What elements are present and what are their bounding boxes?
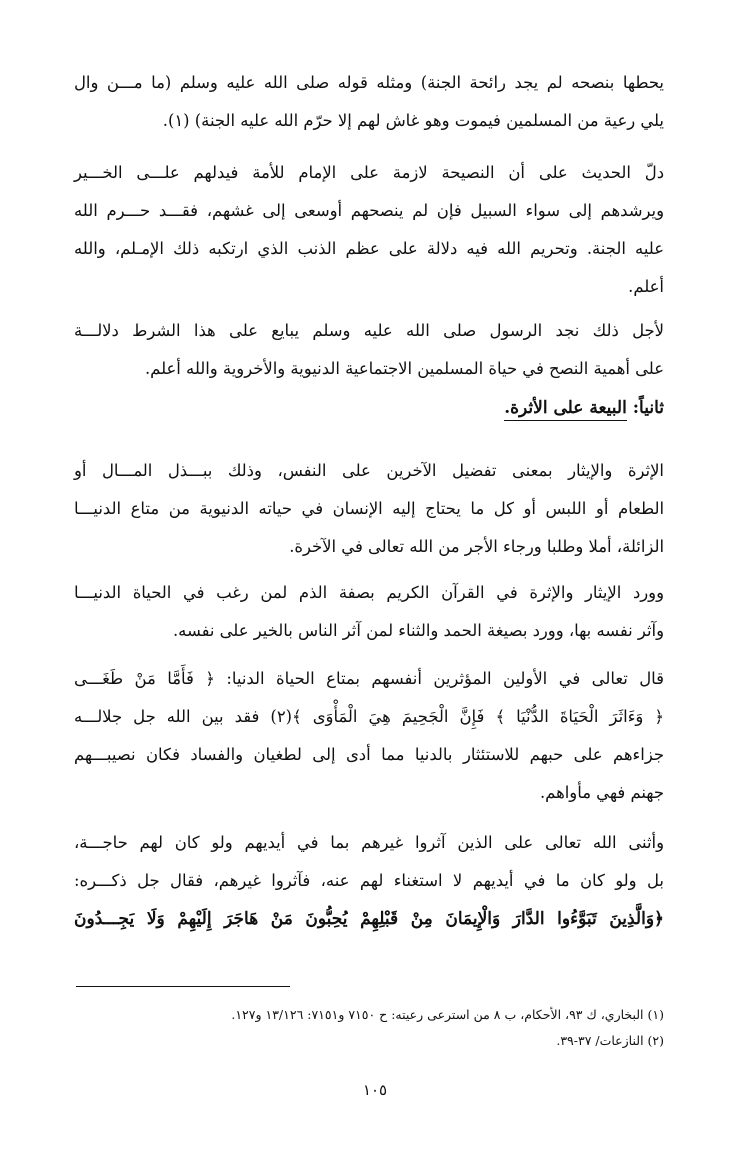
text-line: يحطها بنصحه لم يجد رائحة الجنة) ومثله قوله صلى الله عليه وسلم (ما مـــن وال xyxy=(74,73,664,92)
paragraph-quran-verse-1 xyxy=(74,660,664,812)
paragraph-ithar-definition xyxy=(74,452,664,566)
section-heading xyxy=(504,398,664,418)
text-line: دلّ الحديث على أن النصيحة لازمة على الإمام للأمة فيدلهم علـــى الخـــير xyxy=(74,163,664,182)
heading-title: البيعة على الأثرة. xyxy=(504,398,627,421)
text-line: جهنم فهي مأواهم. xyxy=(539,783,664,802)
text-line: ويرشدهم إلى سواء السبيل فإن لم ينصحهم أوسعى إلى غشهم، فقـــد حـــرم الله xyxy=(74,201,664,220)
page-number: ١٠٥ xyxy=(362,1081,388,1099)
text-line: جزاءهم على حبهم للاستئثار بالدنيا مما أدى إلى لطغيان والفساد فكان نصيبـــهم xyxy=(74,745,664,764)
text-line: على أهمية النصح في حياة المسلمين الاجتماعية الدنيوية والأخروية والله أعلم. xyxy=(144,359,664,378)
text-line: وأثنى الله تعالى على الذين آثروا غيرهم بما في أيديهم ولو كان لهم حاجـــة، xyxy=(74,833,664,852)
text-line: الإثرة والإيثار بمعنى تفضيل الآخرين على النفس، وذلك ببـــذل المـــال أو xyxy=(74,461,664,480)
paragraph-quran-verse-2 xyxy=(74,824,664,938)
text-line: الزائلة، أملا وطلبا ورجاء الأجر من الله تعالى في الآخرة. xyxy=(289,537,664,556)
text-line: ﴿ وَءَاثَرَ الْحَيَاةَ الدُّنْيَا ﴾ فَإِنَّ الْجَحِيمَ هِيَ الْمَأْوَى ﴾(٢) فقد بين الله جل جلالـــه xyxy=(74,707,664,726)
text-line: بل ولو كان ما في أيديهم لا استغناء لهم عنه، فآثروا غيرهم، فقال جل ذكـــره: xyxy=(74,871,664,890)
paragraph-hadith xyxy=(74,64,664,140)
text-line: قال تعالى في الأولين المؤثرين أنفسهم بمتاع الحياة الدنيا: ﴿ فَأَمَّا مَنْ طَغَـــى xyxy=(74,669,664,688)
text-line: وورد الإيثار والإثرة في القرآن الكريم بصفة الذم لمن رغب في الحياة الدنيـــا xyxy=(74,583,664,602)
quran-verse-line: ﴿وَالَّذِينَ تَبَوَّءُوا الدَّارَ وَالْإِيمَانَ مِنْ قَبْلِهِمْ يُحِبُّونَ مَنْ هَاجَرَ إِلَيْهِمْ وَلَا يَجِـــدُونَ xyxy=(74,909,664,929)
text-line: عليه الجنة. وتحريم الله فيه دلالة على عظم الذنب الذي ارتكبه ذلك الإمـلم، والله xyxy=(74,239,664,258)
paragraph-hadith-explanation xyxy=(74,154,664,306)
text-line: أعلم. xyxy=(628,277,664,296)
footnote-separator xyxy=(76,986,290,987)
text-line: يلي رعية من المسلمين فيموت وهو غاش لهم إلا حرّم الله عليه الجنة) (١). xyxy=(162,111,664,130)
text-line: وآثر نفسه بها، وورد بصيغة الحمد والثناء لمن آثر الناس بالخير على نفسه. xyxy=(172,621,664,640)
footnote-2: (٢) النازعات/ ٣٧-٣٩. xyxy=(556,1033,664,1048)
footnote-1: (١) البخاري، ك ٩٣، الأحكام، ب ٨ من استرعى رعيته: ح ٧١٥٠ و٧١٥١: ١٣/١٢٦ و١٢٧. xyxy=(231,1007,664,1022)
paragraph-conclusion xyxy=(74,312,664,388)
paragraph-quran-mention xyxy=(74,574,664,650)
text-line: لأجل ذلك نجد الرسول صلى الله عليه وسلم يبايع على هذا الشرط دلالـــة xyxy=(74,321,664,340)
text-line: الطعام أو اللبس أو كل ما يحتاج إليه الإنسان في حياته الدنيوية من متاع الدنيـــا xyxy=(74,499,664,518)
heading-prefix: ثانياً: xyxy=(632,398,664,418)
